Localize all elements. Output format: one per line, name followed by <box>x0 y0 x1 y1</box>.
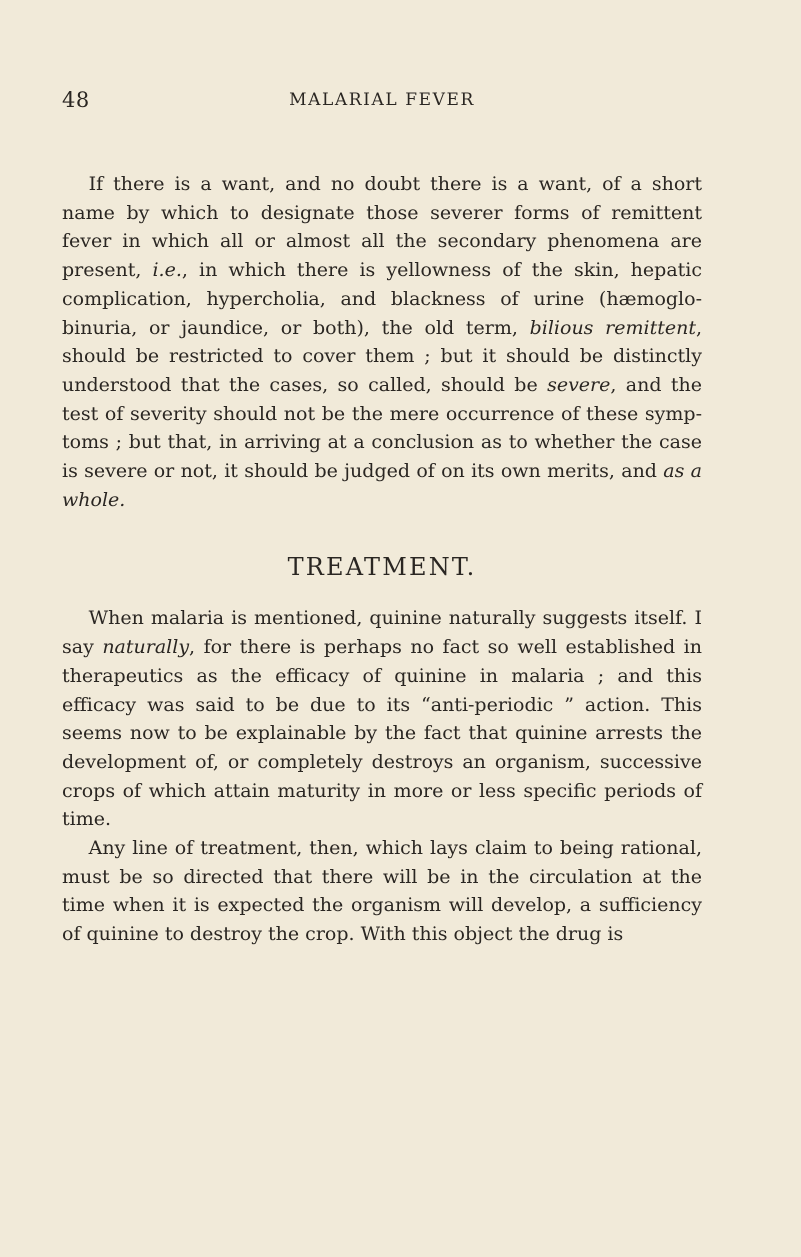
italic-naturally: naturally <box>102 636 190 659</box>
text-run: , and the test of severity should not be the mere occurrence of these symptoms ; but that, in arriving at a conclusion as to whether the case is severe or not, it should be judged of on its own merits, and <box>62 373 702 483</box>
paragraph-bilious-remittent <box>62 170 702 514</box>
paragraph-quinine <box>62 604 702 834</box>
body-text <box>62 170 702 949</box>
text-run: , should be restricted to cover them ; but it should be distinctly understood that the cases, so called, should be <box>62 316 702 396</box>
paragraph-treatment-line: Any line of treatment, then, which lays claim to being rational, must be so directed that there will be in the circulation at the time when it is expected the organism will develop, a sufficiency of quinine to destroy the crop. With this object the drug is <box>62 837 702 946</box>
text-run: When malaria is mentioned, quinine naturally suggests itself. I say <box>62 607 702 659</box>
page-number: 48 <box>62 88 90 112</box>
italic-bilious-remittent: bilious remittent <box>529 316 696 339</box>
italic-as-a-whole: as a whole. <box>62 460 702 511</box>
page-header <box>62 88 702 118</box>
italic-ie: i.e. <box>152 259 182 282</box>
text-run: If there is a want, and no doubt there is a want, of a short name by which to designate those severer forms of remittent fever in which all or almost all the secondary phenomena are present, <box>62 173 702 282</box>
text-run: , in which there is yellowness of the skin, hepatic complication, hypercholia, and blackness of urine (hæmoglobinuria, or jaundice, or both), the old term, <box>62 259 703 339</box>
text-run: , for there is perhaps no fact so well established in therapeutics as the efficacy of quinine in malaria ; and this efficacy was said to be due to its “anti-periodic ” action. This seems now to be explainable by the fact that quinine arrests the development of, or completely destroys an organism, successive crops of which attain maturity in more or less specific periods of time. <box>62 636 702 831</box>
italic-severe: severe <box>547 373 611 396</box>
running-title: MALARIAL FEVER <box>289 90 475 110</box>
section-heading-treatment: TREATMENT. <box>287 553 477 582</box>
